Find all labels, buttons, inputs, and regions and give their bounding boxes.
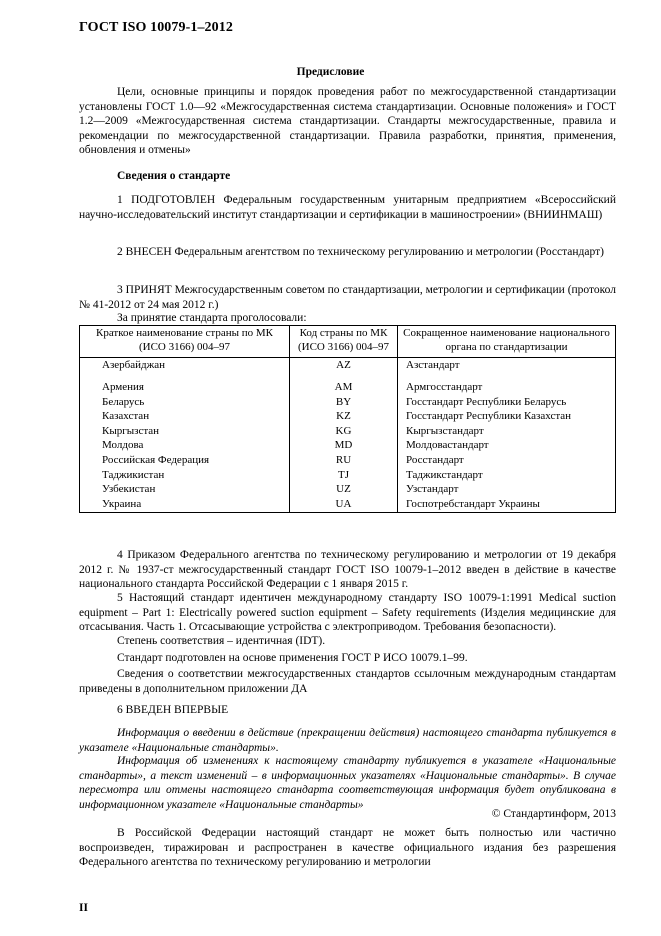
table-row xyxy=(80,357,616,381)
column-header-agency: Сокращенное наименование национального органа по стандартизации xyxy=(398,326,616,358)
about-item-3: 3 ПРИНЯТ Межгосударственным советом по стандартизации, метрологии и сертификации (протокол № 41-2012 от 24 мая 2012 г.) xyxy=(79,284,616,311)
table-row xyxy=(80,497,616,512)
about-item-2: 2 ВНЕСЕН Федеральным агентством по техническому регулированию и метрологии (Росстандарт) xyxy=(117,246,604,258)
country-code: KG xyxy=(290,424,398,439)
agency-name: Молдовастандарт xyxy=(398,439,616,454)
country-code: KZ xyxy=(290,410,398,425)
country-name: Узбекистан xyxy=(80,483,290,498)
country-code: TJ xyxy=(290,468,398,483)
table-row xyxy=(80,395,616,410)
country-name: Таджикистан xyxy=(80,468,290,483)
agency-name: Госстандарт Республики Беларусь xyxy=(398,395,616,410)
country-name: Армения xyxy=(80,381,290,396)
item-6: 6 ВВЕДЕН ВПЕРВЫЕ xyxy=(117,704,229,716)
agency-name: Армгосстандарт xyxy=(398,381,616,396)
table-row xyxy=(80,468,616,483)
reproduction-notice: В Российской Федерации настоящий стандарт не может быть полностью или частично воспроизведен, тиражирован и распространен в качестве официального издания без разрешения Федерального агентства по техническому регулированию и метрологии xyxy=(79,827,616,868)
country-code: UZ xyxy=(290,483,398,498)
agency-name: Узстандарт xyxy=(398,483,616,498)
preface-text: Цели, основные принципы и порядок проведения работ по межгосударственной стандартизации установлены ГОСТ 1.0—92 «Межгосударственная система стандартизации. Основные положения» и ГОСТ 1.2—2009 «Межгосударственная система стандартизации. Стандарты межгосударственные, правила и рекомендации по межгосударственной стандартизации. Правила разработки, принятия, применения, обновления и отмены» xyxy=(79,86,616,156)
table-row xyxy=(80,381,616,396)
about-item-1: 1 ПОДГОТОВЛЕН Федеральным государственным унитарным предприятием «Всероссийский научно-исследовательский институт стандартизации и сертификации в машиностроении» (ВНИИНМАШ) xyxy=(79,194,616,221)
country-code: BY xyxy=(290,395,398,410)
info-paragraph-2: Информация об изменениях к настоящему стандарту публикуется в указателе «Национальные стандарты», а текст изменений – в информационных указателях «Национальные стандарты». В случае пересмотра или отмены настоящего стандарта соответствующая информация будет опубликована в информационном указателе «Национальные стандарты» xyxy=(79,755,616,811)
country-code: AM xyxy=(290,381,398,396)
country-name: Беларусь xyxy=(80,395,290,410)
country-code: AZ xyxy=(290,357,398,381)
country-code: UA xyxy=(290,497,398,512)
country-name: Казахстан xyxy=(80,410,290,425)
country-name: Украина xyxy=(80,497,290,512)
table-row xyxy=(80,410,616,425)
preface-title: Предисловие xyxy=(296,66,365,78)
agency-name: Кыргызстандарт xyxy=(398,424,616,439)
table-row xyxy=(80,483,616,498)
conformity-degree: Степень соответствия – идентичная (IDT). xyxy=(117,635,326,647)
item-4: 4 Приказом Федерального агентства по техническому регулированию и метрологии от 19 декабря 2012 г. № 1937-ст межгосударственный стандарт ГОСТ ISO 10079-1–2012 введен в действие в качестве национального стандарта Российской Федерации с 1 января 2015 г. xyxy=(79,549,616,590)
column-header-country: Краткое наименование страны по МК (ИСО 3166) 004–97 xyxy=(80,326,290,358)
document-header: ГОСТ ISO 10079-1–2012 xyxy=(79,20,233,35)
country-code: MD xyxy=(290,439,398,454)
voting-countries-table xyxy=(79,325,616,513)
agency-name: Госпотребстандарт Украины xyxy=(398,497,616,512)
about-title: Сведения о стандарте xyxy=(117,170,231,182)
agency-name: Росстандарт xyxy=(398,454,616,469)
agency-name: Таджикстандарт xyxy=(398,468,616,483)
column-header-code: Код страны по МК (ИСО 3166) 004–97 xyxy=(290,326,398,358)
item-5: 5 Настоящий стандарт идентичен международному стандарту ISO 10079-1:1991 Medical suction equipment – Part 1: Electrically powered suction equipment – Safety requirements (Изделия медицинские для отсасывания. Часть 1. Отсасывающие устройства с электроприводом. Требования безопасности). xyxy=(79,592,616,633)
country-name: Молдова xyxy=(80,439,290,454)
info-paragraph-1: Информация о введении в действие (прекращении действия) настоящего стандарта публикуется в указателе «Национальные стандарты». xyxy=(79,727,616,754)
table-header-row xyxy=(80,326,616,358)
table-row xyxy=(80,454,616,469)
country-name: Азербайджан xyxy=(80,357,290,381)
basis-note: Стандарт подготовлен на основе применения ГОСТ Р ИСО 10079.1–99. xyxy=(117,652,468,664)
agency-name: Азстандарт xyxy=(398,357,616,381)
table-row xyxy=(80,424,616,439)
references-note: Сведения о соответствии межгосударственных стандартов ссылочным международным стандартам приведены в дополнительном приложении ДА xyxy=(79,668,616,695)
country-name: Кыргызстан xyxy=(80,424,290,439)
country-code: RU xyxy=(290,454,398,469)
page-number: II xyxy=(79,902,88,914)
copyright: © Стандартинформ, 2013 xyxy=(491,808,616,820)
table-row xyxy=(80,439,616,454)
agency-name: Госстандарт Республики Казахстан xyxy=(398,410,616,425)
voted-label: За принятие стандарта проголосовали: xyxy=(117,312,307,324)
country-name: Российская Федерация xyxy=(80,454,290,469)
